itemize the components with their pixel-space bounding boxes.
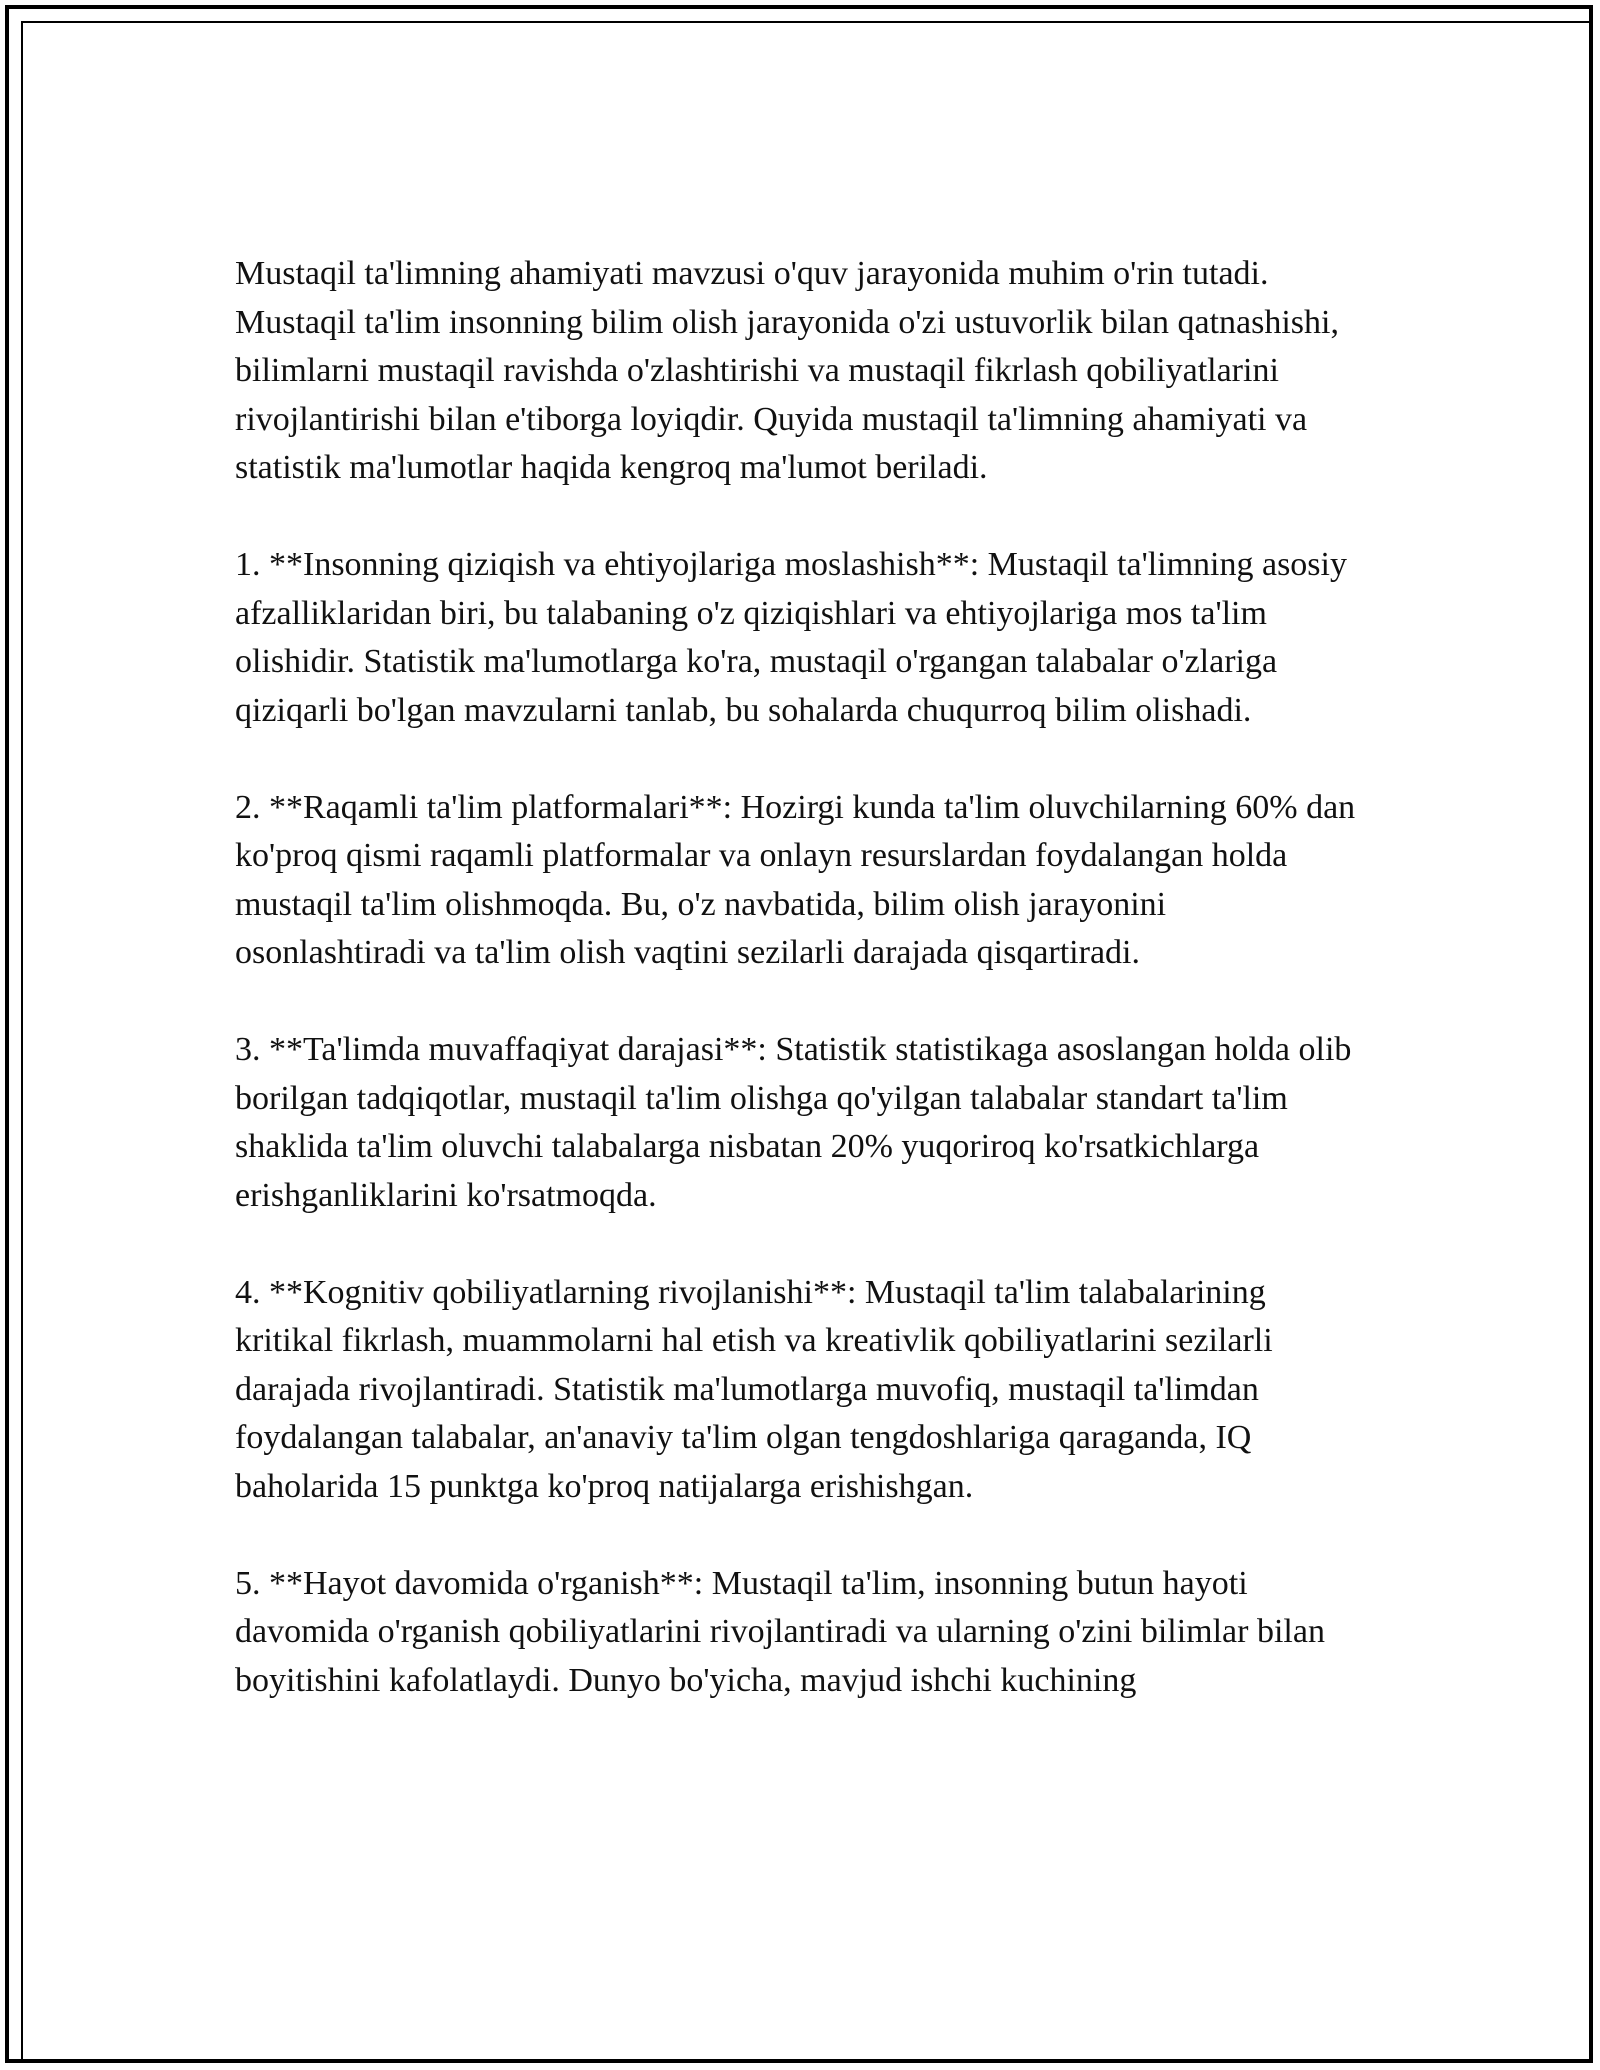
paragraph-4-cognitive-abilities: 4. **Kognitiv qobiliyatlarning rivojlanishi**: Mustaqil ta'lim talabalarining kritikal fikrlash, muammolarni hal etish va kreativlik qobiliyatlarini sezilarli darajada rivojlantiradi. Statistik ma'lumotlarga muvofiq, mustaqil ta'limdan foydalangan talabalar, an'anaviy ta'lim olgan tengdoshlariga qaraganda, IQ baholarida 15 punktga ko'proq natijalarga erishishgan. [235,1273,1273,1505]
paragraph-3-success-rate: 3. **Ta'limda muvaffaqiyat darajasi**: Statistik statistikaga asoslangan holda olib borilgan tadqiqotlar, mustaqil ta'lim olishga qo'yilgan talabalar standart ta'lim shaklida ta'lim oluvchi talabalarga nisbatan 20% yuqoriroq ko'rsatkichlarga erishganliklarini ko'rsatmoqda. [235,1031,1352,1214]
paragraph-2-digital-platforms: 2. **Raqamli ta'lim platformalari**: Hozirgi kunda ta'lim oluvchilarning 60% dan ko'proq qismi raqamli platformalar va onlayn resurslardan foydalangan holda mustaqil ta'lim olishmoqda. Bu, o'z navbatida, bilim olish jarayonini osonlashtiradi va ta'lim olish vaqtini sezilarli darajada qisqartiradi. [235,788,1356,971]
paragraph-1-interests: 1. **Insonning qiziqish va ehtiyojlariga moslashish**: Mustaqil ta'limning asosiy afzalliklaridan biri, bu talabaning o'z qiziqishlari va ehtiyojlariga mos ta'lim olishidir. Statistik ma'lumotlarga ko'ra, mustaqil o'rgangan talabalar o'zlariga qiziqarli bo'lgan mavzularni tanlab, bu sohalarda chuqurroq bilim olishadi. [235,546,1347,729]
intro-paragraph: Mustaqil ta'limning ahamiyati mavzusi o'quv jarayonida muhim o'rin tutadi. Mustaqil ta'lim insonning bilim olish jarayonida o'zi ustuvorlik bilan qatnashishi, bilimlarni mustaqil ravishda o'zlashtirishi va mustaqil fikrlash qobiliyatlarini rivojlantirishi bilan e'tiborga loyiqdir. Quyida mustaqil ta'limning ahamiyati va statistik ma'lumotlar haqida kengroq ma'lumot beriladi. [235,255,1339,486]
paragraph-5-lifelong-learning: 5. **Hayot davomida o'rganish**: Mustaqil ta'lim, insonning butun hayoti davomida o'rganish qobiliyatlarini rivojlantiradi va ularning o'zini bilimlar bilan boyitishini kafolatlaydi. Dunyo bo'yicha, mavjud ishchi kuchining [235,1564,1325,1699]
document-body [235,250,1365,1705]
